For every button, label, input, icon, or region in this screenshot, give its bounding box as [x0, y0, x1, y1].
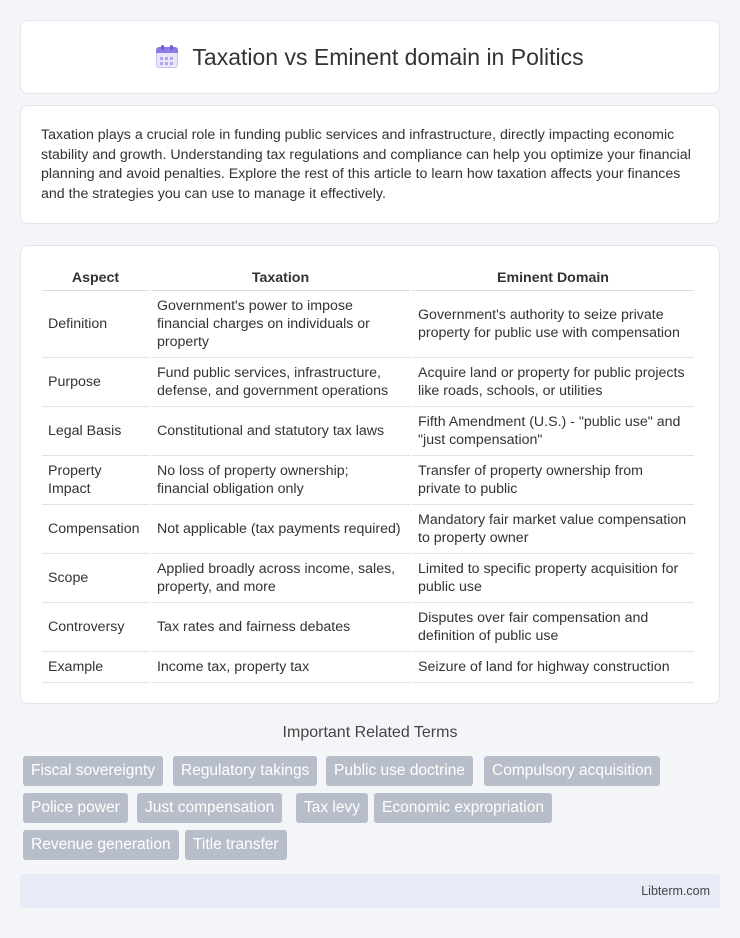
row-taxation: No loss of property ownership; financial obligation only — [151, 456, 410, 505]
header-taxation: Taxation — [151, 265, 410, 291]
table-row — [42, 603, 694, 652]
row-aspect: Purpose — [42, 358, 149, 407]
calendar-icon — [156, 45, 178, 69]
row-aspect: Compensation — [42, 505, 149, 554]
header-eminent-domain: Eminent Domain — [412, 265, 694, 291]
row-taxation: Not applicable (tax payments required) — [151, 505, 410, 554]
footer — [20, 874, 720, 908]
row-aspect: Definition — [42, 291, 149, 358]
title-card — [20, 20, 720, 94]
term-tag[interactable]: Public use doctrine — [326, 756, 473, 786]
row-eminent-domain: Mandatory fair market value compensation to property owner — [412, 505, 694, 554]
term-tag[interactable]: Police power — [23, 793, 128, 823]
row-eminent-domain: Government's authority to seize private property for public use with compensation — [412, 291, 694, 358]
row-eminent-domain: Limited to specific property acquisition for public use — [412, 554, 694, 603]
row-taxation: Government's power to impose financial charges on individuals or property — [151, 291, 410, 358]
table-row — [42, 554, 694, 603]
table-row — [42, 407, 694, 456]
header-aspect: Aspect — [42, 265, 149, 291]
row-eminent-domain: Seizure of land for highway construction — [412, 652, 694, 683]
term-tag[interactable]: Tax levy — [296, 793, 368, 823]
intro-card — [20, 105, 720, 224]
row-taxation: Constitutional and statutory tax laws — [151, 407, 410, 456]
term-tag[interactable]: Regulatory takings — [173, 756, 317, 786]
table-row — [42, 291, 694, 358]
row-taxation: Applied broadly across income, sales, property, and more — [151, 554, 410, 603]
table-header-row — [42, 265, 694, 291]
row-taxation: Tax rates and fairness debates — [151, 603, 410, 652]
term-tag[interactable]: Compulsory acquisition — [484, 756, 660, 786]
footer-brand[interactable]: Libterm.com — [641, 884, 710, 898]
term-tag[interactable]: Economic expropriation — [374, 793, 552, 823]
row-eminent-domain: Acquire land or property for public projects like roads, schools, or utilities — [412, 358, 694, 407]
term-tag[interactable]: Fiscal sovereignty — [23, 756, 163, 786]
row-aspect: Scope — [42, 554, 149, 603]
table-row — [42, 358, 694, 407]
row-aspect: Legal Basis — [42, 407, 149, 456]
row-eminent-domain: Transfer of property ownership from private to public — [412, 456, 694, 505]
row-aspect: Example — [42, 652, 149, 683]
page-title: Taxation vs Eminent domain in Politics — [192, 43, 584, 70]
row-taxation: Income tax, property tax — [151, 652, 410, 683]
row-taxation: Fund public services, infrastructure, defense, and government operations — [151, 358, 410, 407]
table-row — [42, 456, 694, 505]
table-row — [42, 652, 694, 683]
intro-text: Taxation plays a crucial role in funding public services and infrastructure, directly impacting economic stability and growth. Understanding tax regulations and compliance can help you optimize your financial planning and avoid penalties. Explore the rest of this article to learn how taxation affects your finances and the strategies you can use to manage it effectively. — [41, 127, 691, 202]
row-aspect: Controversy — [42, 603, 149, 652]
related-terms-heading: Important Related Terms — [282, 724, 458, 741]
comparison-table — [40, 265, 696, 683]
table-row — [42, 505, 694, 554]
term-tag[interactable]: Just compensation — [137, 793, 282, 823]
term-tag[interactable]: Revenue generation — [23, 830, 179, 860]
term-tag[interactable]: Title transfer — [185, 830, 287, 860]
row-eminent-domain: Fifth Amendment (U.S.) - "public use" and "just compensation" — [412, 407, 694, 456]
comparison-table-card — [20, 245, 720, 704]
row-eminent-domain: Disputes over fair compensation and definition of public use — [412, 603, 694, 652]
row-aspect: Property Impact — [42, 456, 149, 505]
